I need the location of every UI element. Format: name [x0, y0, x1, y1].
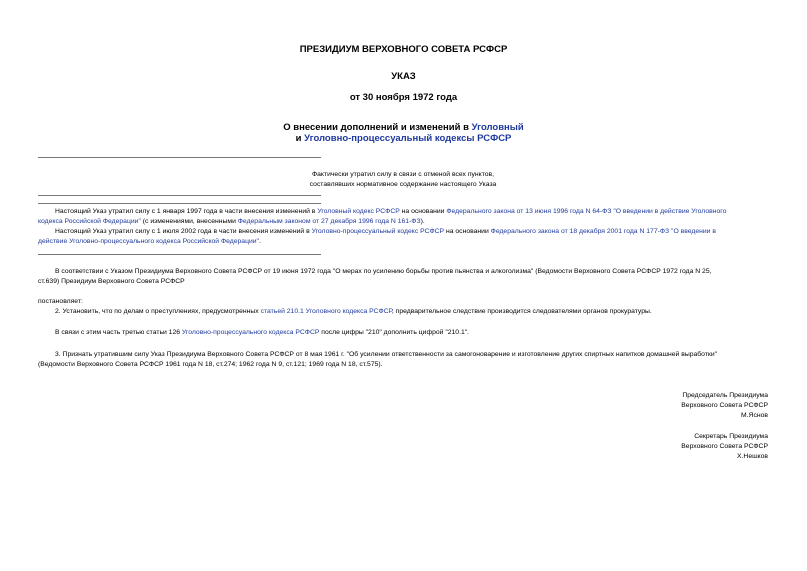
- criminal-code-link[interactable]: Уголовный: [471, 122, 524, 133]
- upk-rsfsr-link[interactable]: Уголовно-процессуального кодекса РСФСР: [181, 329, 320, 336]
- item-text: после цифры "210" дополнить цифрой "210.1".: [319, 329, 470, 336]
- status-text: ).: [420, 218, 425, 225]
- federal-law-177-fz-link-cont[interactable]: действие Уголовно-процессуального кодекса Российской Федерации": [38, 238, 259, 245]
- validity-note: [38, 170, 768, 190]
- signature-name: М.Яснов: [740, 412, 768, 419]
- status-text: Настоящий Указ утратил силу с 1 июля 2002 года в части внесения изменений в: [55, 228, 312, 235]
- item-text: В связи с этим часть третью статьи 126: [55, 329, 182, 336]
- criminal-code-rsfsr-link[interactable]: Уголовный кодекс РСФСР: [317, 208, 400, 215]
- federal-law-64-fz-link-cont[interactable]: кодекса Российской Федерации": [38, 218, 141, 225]
- status-text: .: [258, 238, 261, 245]
- item-text: , предварительное следствие производится следователями органов прокуратуры.: [391, 308, 652, 315]
- item-3-line-2: (Ведомости Верховного Совета РСФСР 1961 года N 18, ст.274; 1962 года N 9, ст.121; 1969 года N 18, ст.575).: [38, 361, 383, 368]
- divider: [38, 195, 321, 196]
- divider: [38, 203, 321, 204]
- note-line: Фактически утратил силу в связи с отменой всех пунктов,: [311, 171, 495, 178]
- federal-law-161-fz-link[interactable]: Федеральным законом от 27 декабря 1996 года N 161-ФЗ: [237, 218, 421, 225]
- title-text: и: [295, 133, 305, 144]
- issuer-heading: ПРЕЗИДИУМ ВЕРХОВНОГО СОВЕТА РСФСР: [299, 44, 508, 55]
- status-text: (с изменениями, внесенными: [140, 218, 238, 225]
- chairman-signature: [681, 391, 768, 421]
- status-paragraph-1-cont: [38, 217, 769, 227]
- signature-position: Секретарь Президиума: [694, 433, 768, 440]
- article-210-1-link[interactable]: статьей 210.1 Уголовного кодекса РСФСР: [260, 308, 392, 315]
- secretary-signature: [681, 432, 768, 462]
- status-text: Настоящий Указ утратил силу с 1 января 1997 года в части внесения изменений в: [55, 208, 318, 215]
- item-2: [38, 307, 769, 317]
- item-article-126: [38, 328, 769, 338]
- divider: [38, 157, 321, 158]
- preamble-line-2: ст.639) Президиум Верховного Совета РСФСР: [38, 278, 185, 285]
- status-paragraph-1: [38, 207, 769, 217]
- status-text: на основании: [399, 208, 447, 215]
- doc-date-heading: от 30 ноября 1972 года: [349, 92, 458, 103]
- note-line: составлявших нормативное содержание настоящего Указа: [309, 181, 497, 188]
- signature-position: Верховного Совета РСФСР: [681, 402, 768, 409]
- item-3-line-1: 3. Признать утратившим силу Указ Президиума Верховного Совета РСФСР от 8 мая 1961 г. "Об усилении ответственности за самогоноварение и изготовление других спиртных напитков домашней выработки": [55, 351, 718, 358]
- federal-law-177-fz-link[interactable]: Федерального закона от 18 декабря 2001 года N 177-ФЗ "О введении в: [490, 228, 716, 235]
- decrees-word: постановляет:: [38, 298, 83, 305]
- preamble-line-1: В соответствии с Указом Президиума Верховного Совета РСФСР от 19 июня 1972 года "О мерах по усилению борьбы против пьянства и алкоголизма" (Ведомости Верховного Совета РСФСР 1972 года N 25,: [55, 268, 712, 275]
- divider: [38, 254, 321, 255]
- item-text: 2. Установить, что по делам о преступлениях, предусмотренных: [55, 308, 261, 315]
- criminal-procedure-code-link[interactable]: Уголовно-процессуальный кодексы РСФСР: [304, 133, 512, 144]
- federal-law-64-fz-link[interactable]: Федерального закона от 13 июня 1996 года N 64-ФЗ "О введении в действие Уголовного: [446, 208, 727, 215]
- criminal-procedure-code-rsfsr-link[interactable]: Уголовно-процессуальный кодекс РСФСР: [311, 228, 445, 235]
- status-text: на основании: [444, 228, 491, 235]
- title-text: О внесении дополнений и изменений в: [283, 122, 472, 133]
- signature-position: Председатель Президиума: [682, 392, 768, 399]
- doc-type-heading: УКАЗ: [391, 71, 416, 82]
- signature-name: Х.Нешков: [736, 453, 768, 460]
- document-title: [0, 122, 807, 144]
- status-paragraph-2: [38, 227, 769, 237]
- signature-position: Верховного Совета РСФСР: [681, 443, 768, 450]
- status-paragraph-2-cont: [38, 237, 769, 247]
